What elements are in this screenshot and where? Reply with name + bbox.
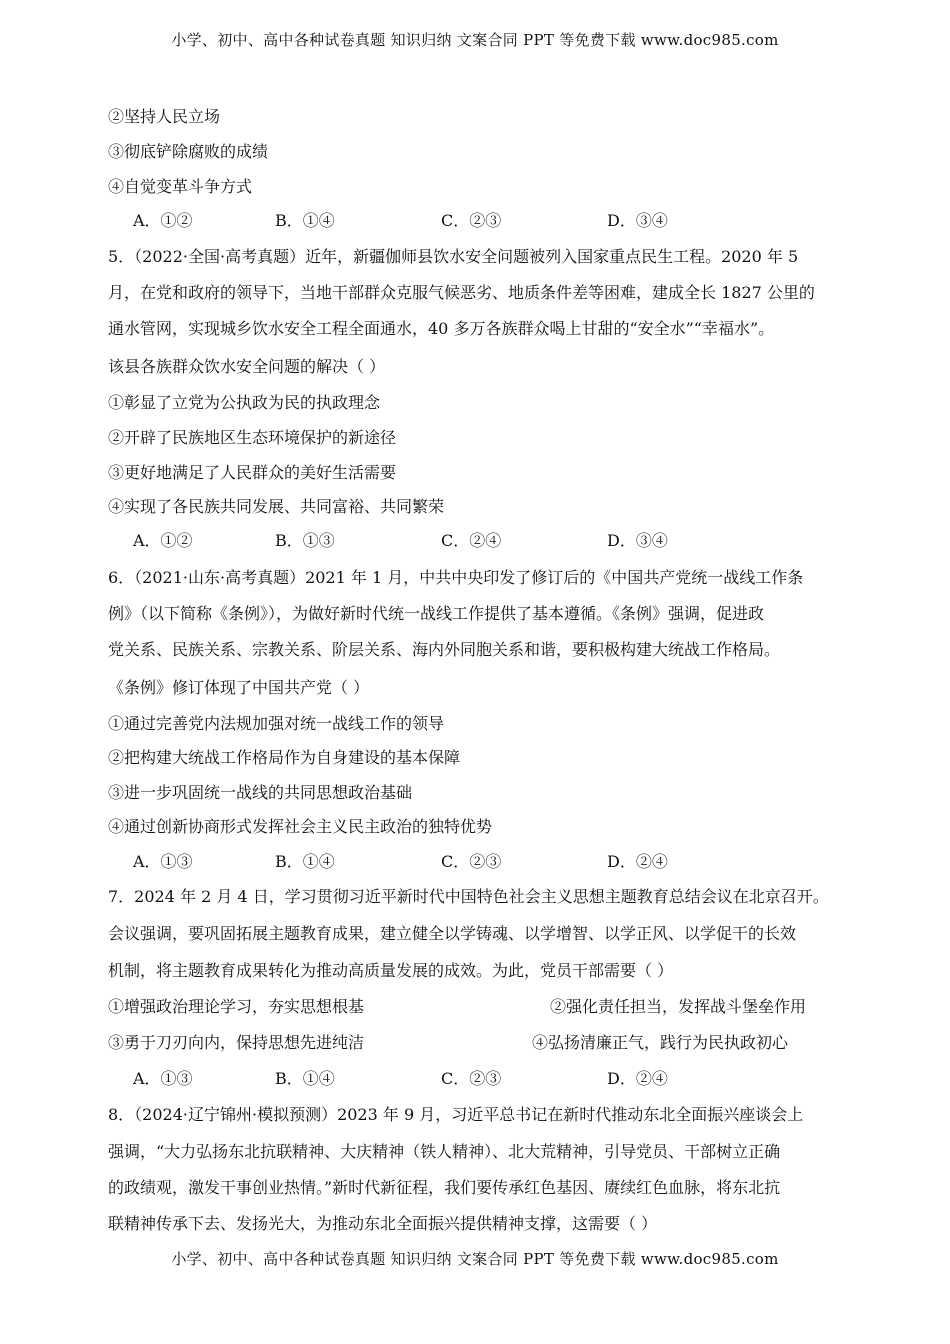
q6-stem-line: 6．（2021·山东·高考真题）2021 年 1 月，中共中央印发了修订后的《中国共产党统一战线工作条 — [108, 568, 804, 587]
q7-item: ②强化责任担当，发挥战斗堡垒作用 — [550, 997, 807, 1016]
q6-item: ①通过完善党内法规加强对统一战线工作的领导 — [108, 714, 445, 733]
q8-stem-line: 强调，“大力弘扬东北抗联精神、大庆精神（铁人精神）、北大荒精神，引导党员、干部树立正确 — [108, 1142, 781, 1161]
page-header: 小学、初中、高中各种试卷真题 知识归纳 文案合同 PPT 等免费下载 www.doc985.com — [171, 31, 779, 49]
q5-option-d[interactable]: D．③④ — [607, 531, 668, 550]
q5-item: ②开辟了民族地区生态环境保护的新途径 — [108, 428, 397, 447]
q5-stem-line: 月，在党和政府的领导下，当地干部群众克服气候恶劣、地质条件差等困难，建成全长 1827 公里的 — [108, 283, 815, 302]
q6-option-c[interactable]: C．②③ — [441, 852, 502, 871]
q6-stem-line: 例》（以下简称《条例》），为做好新时代统一战线工作提供了基本遵循。《条例》强调，促进政 — [108, 604, 765, 623]
q8-stem-line: 8．（2024·辽宁锦州·模拟预测）2023 年 9 月，习近平总书记在新时代推动东北全面振兴座谈会上 — [108, 1105, 804, 1124]
q5-stem-line: 通水管网，实现城乡饮水安全工程全面通水，40 多万各族群众喝上甘甜的“安全水”“幸福水”。 — [108, 319, 775, 338]
q5-option-b[interactable]: B．①③ — [275, 531, 335, 550]
q4-option-c[interactable]: C．②③ — [441, 211, 502, 230]
q6-option-b[interactable]: B．①④ — [275, 852, 335, 871]
q6-options — [133, 849, 833, 873]
q7-option-a[interactable]: A．①③ — [133, 1069, 193, 1088]
q7-stem-line: 会议强调，要巩固拓展主题教育成果，建立健全以学铸魂、以学增智、以学正风、以学促干的长效 — [108, 924, 797, 943]
q6-stem-line: 《条例》修订体现了中国共产党（ ） — [108, 678, 370, 697]
q7-items-row — [108, 1030, 843, 1053]
q4-option-b[interactable]: B．①④ — [275, 211, 335, 230]
q5-stem-line: 5．（2022·全国·高考真题）近年，新疆伽师县饮水安全问题被列入国家重点民生工程。2020 年 5 — [108, 247, 799, 266]
q5-stem-line: 该县各族群众饮水安全问题的解决（ ） — [108, 357, 386, 376]
q5-option-a[interactable]: A．①② — [133, 531, 193, 550]
q7-options — [133, 1066, 833, 1090]
q7-option-c[interactable]: C．②③ — [441, 1069, 502, 1088]
q5-item: ③更好地满足了人民群众的美好生活需要 — [108, 463, 397, 482]
q5-options — [133, 528, 833, 552]
q6-stem-line: 党关系、民族关系、宗教关系、阶层关系、海内外同胞关系和谐，要积极构建大统战工作格局。 — [108, 640, 781, 659]
q4-item-2: ②坚持人民立场 — [108, 107, 221, 126]
q7-item: ③勇于刀刃向内，保持思想先进纯洁 — [108, 1033, 365, 1052]
q7-option-d[interactable]: D．②④ — [607, 1069, 668, 1088]
q4-item-3: ③彻底铲除腐败的成绩 — [108, 142, 269, 161]
q4-option-d[interactable]: D．③④ — [607, 211, 668, 230]
q6-item: ②把构建大统战工作格局作为自身建设的基本保障 — [108, 748, 461, 767]
q6-option-d[interactable]: D．②④ — [607, 852, 668, 871]
q7-item: ①增强政治理论学习，夯实思想根基 — [108, 997, 365, 1016]
q4-options — [133, 208, 833, 232]
q7-option-b[interactable]: B．①④ — [275, 1069, 335, 1088]
q6-item: ③进一步巩固统一战线的共同思想政治基础 — [108, 783, 413, 802]
q8-stem-line: 的政绩观，激发干事创业热情。”新时代新征程，我们要传承红色基因、赓续红色血脉，将东北抗 — [108, 1178, 781, 1197]
q7-stem-line: 机制，将主题教育成果转化为推动高质量发展的成效。为此，党员干部需要（ ） — [108, 961, 674, 980]
q7-items-row — [108, 994, 843, 1017]
q7-item: ④弘扬清廉正气，践行为民执政初心 — [532, 1033, 789, 1052]
q6-item: ④通过创新协商形式发挥社会主义民主政治的独特优势 — [108, 817, 493, 836]
q5-item: ④实现了各民族共同发展、共同富裕、共同繁荣 — [108, 497, 445, 516]
q5-item: ①彰显了立党为公执政为民的执政理念 — [108, 393, 381, 412]
q4-item-4: ④自觉变革斗争方式 — [108, 177, 253, 196]
q6-option-a[interactable]: A．①③ — [133, 852, 193, 871]
q5-option-c[interactable]: C．②④ — [441, 531, 502, 550]
q4-option-a[interactable]: A．①② — [133, 211, 193, 230]
q8-stem-line: 联精神传承下去、发扬光大，为推动东北全面振兴提供精神支撑，这需要（ ） — [108, 1214, 658, 1233]
q7-stem-line: 7．2024 年 2 月 4 日，学习贯彻习近平新时代中国特色社会主义思想主题教育总结会议在北京召开。 — [108, 887, 829, 906]
page-footer: 小学、初中、高中各种试卷真题 知识归纳 文案合同 PPT 等免费下载 www.doc985.com — [171, 1250, 779, 1268]
